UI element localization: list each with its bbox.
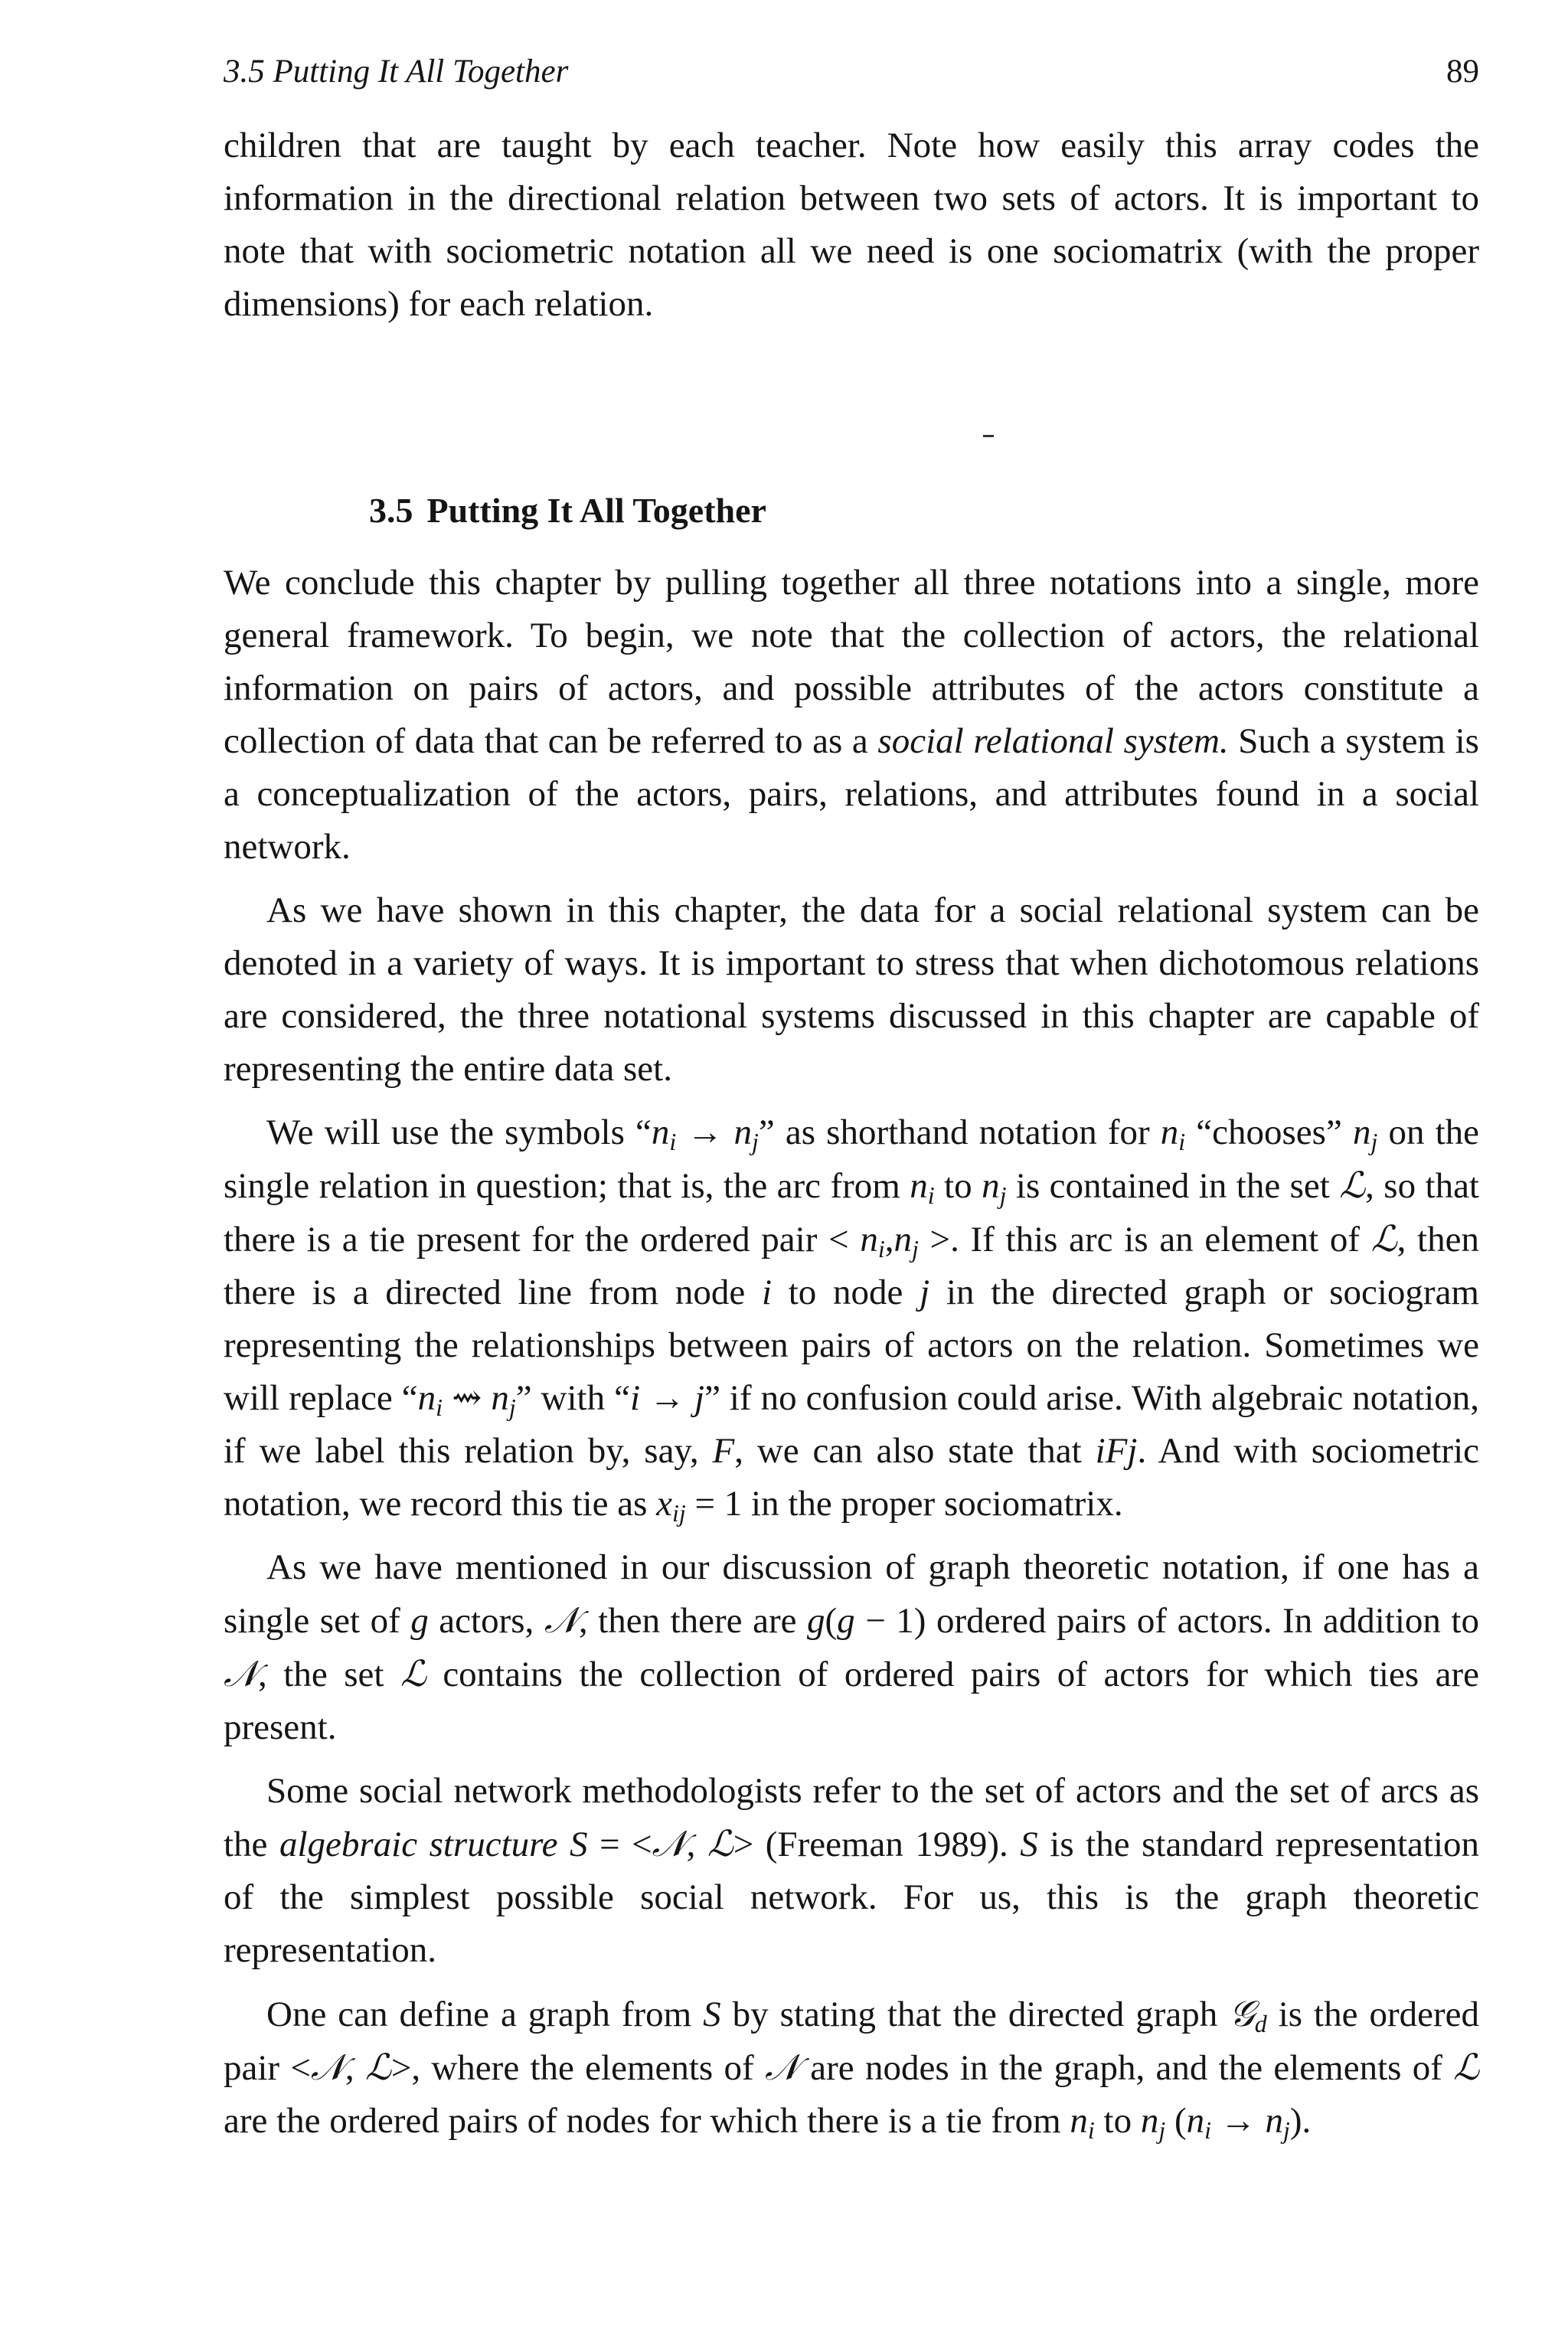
math-n-i: $n_i$ bbox=[651, 1112, 677, 1155]
text-run: We conclude this chapter by pulling together all three notations into a single, more general framework. To begin, we note that the collection of actors, the relational information on pairs of actors, and possible attributes of the actors constitute a collection of data that can be referred to as a bbox=[224, 563, 1479, 761]
text-run: “chooses” bbox=[1185, 1112, 1353, 1152]
math-n-j: $n_j$ bbox=[733, 1112, 759, 1155]
text-run: are the ordered pairs of nodes for which there is a tie from bbox=[224, 2101, 1070, 2141]
text-run: >, where the elements of bbox=[390, 2048, 765, 2088]
text-run: As we have mentioned in our discussion of graph theoretic notation, if one has a single set of bbox=[224, 1547, 1479, 1641]
section-heading bbox=[224, 484, 1479, 537]
text-run: by stating that the directed graph bbox=[720, 1995, 1230, 2034]
text-run: ). bbox=[1289, 2101, 1312, 2141]
text-run: to bbox=[934, 1166, 982, 1206]
math-i: i bbox=[761, 1273, 772, 1312]
text-run: , then there is a directed line from node bbox=[224, 1220, 1479, 1312]
text-run: = < bbox=[587, 1825, 652, 1864]
math-n-i: $n_i$ bbox=[1160, 1112, 1186, 1155]
math-n-j: $n_j$ bbox=[491, 1378, 516, 1421]
text-run: in the directed graph or sociogram representing the relationships between pairs of actors on the relation. Sometimes we will replace “ bbox=[224, 1273, 1479, 1418]
math-S: S bbox=[703, 1995, 721, 2034]
math-n-j: $n_j$ bbox=[893, 1220, 919, 1263]
text-run: , so that there is a tie present for the ordered pair < bbox=[224, 1166, 1479, 1259]
script-L-symbol: ℒ bbox=[1453, 2047, 1480, 2089]
math-j: j bbox=[920, 1273, 930, 1312]
text-run: is contained in the set bbox=[1006, 1166, 1340, 1206]
math-x-ij: $x_{ij}$ bbox=[656, 1484, 686, 1527]
text-run: to node bbox=[772, 1273, 920, 1312]
emphasis-social-relational-system: social relational system. bbox=[877, 721, 1229, 761]
script-N-symbol: 𝒩 bbox=[764, 2047, 799, 2089]
text-run: on the single relation in question; that is, the arc from bbox=[224, 1112, 1480, 1206]
text-run: actors, bbox=[428, 1601, 544, 1641]
paragraph-4 bbox=[224, 1541, 1479, 1754]
paragraph-2: As we have shown in this chapter, the data for a social relational system can be denoted in a variety of ways. It is important to stress that when dichotomous relations are considered, the three notational systems discussed in this chapter are capable of representing the entire data set. bbox=[224, 890, 1479, 1089]
section-title: Putting It All Together bbox=[426, 491, 766, 530]
wavy-arrow-symbol: ⇝ bbox=[442, 1378, 492, 1418]
math-script-G-d: 𝒢$_d$ bbox=[1229, 1993, 1267, 2037]
math-n-i: $n_i$ bbox=[417, 1378, 443, 1421]
math-n-j: $n_j$ bbox=[1352, 1112, 1378, 1155]
section-number: 3.5 bbox=[369, 491, 413, 530]
script-L-symbol: ℒ bbox=[707, 1823, 733, 1865]
page-body bbox=[224, 119, 1479, 2148]
math-n-j: $n_j$ bbox=[1140, 2101, 1166, 2144]
math-n-j: $n_j$ bbox=[1265, 2101, 1290, 2144]
math-n-i: $n_i$ bbox=[1070, 2101, 1095, 2144]
text-run: , the set bbox=[258, 1655, 400, 1694]
text-run: ” as shorthand notation for bbox=[758, 1112, 1161, 1152]
text-run: is the standard representation of the simplest possible social network. For us, this is the graph theoretic representation. bbox=[224, 1825, 1480, 1970]
running-head bbox=[224, 44, 1479, 98]
math-n-j: $n_j$ bbox=[982, 1166, 1007, 1209]
math-g: g bbox=[410, 1601, 429, 1641]
text-run: ( bbox=[1165, 2101, 1187, 2141]
script-L-symbol: ℒ bbox=[400, 1653, 426, 1695]
script-L-symbol: ℒ bbox=[364, 2047, 391, 2089]
math-S: S bbox=[1020, 1825, 1038, 1864]
text-run: − 1) ordered pairs of actors. In addition to bbox=[854, 1601, 1479, 1641]
script-N-symbol: 𝒩 bbox=[544, 1599, 579, 1642]
paragraph-1 bbox=[224, 557, 1479, 874]
text-run: , bbox=[686, 1825, 707, 1864]
emphasis-algebraic-structure: algebraic structure bbox=[279, 1825, 558, 1864]
script-L-symbol: ℒ bbox=[1339, 1165, 1366, 1207]
math-S: S bbox=[557, 1825, 588, 1864]
text-run: ” if no confusion could arise. With algebraic notation, if we label this relation by, say, bbox=[224, 1378, 1479, 1471]
script-N-symbol: 𝒩 bbox=[310, 2047, 345, 2089]
math-F: F bbox=[712, 1431, 735, 1471]
paragraph-6 bbox=[224, 1988, 1479, 2148]
page-number: 89 bbox=[1446, 53, 1479, 90]
text-run: , we can also state that bbox=[734, 1431, 1096, 1471]
arrow-symbol: → bbox=[1211, 2101, 1266, 2141]
text-run: , bbox=[345, 2048, 365, 2088]
math-n-i: $n_i$ bbox=[910, 1166, 935, 1209]
script-N-symbol: 𝒩 bbox=[652, 1823, 687, 1865]
text-run: Some social network methodologists refer to the set of actors and the set of arcs as the bbox=[224, 1771, 1479, 1864]
script-N-symbol: 𝒩 bbox=[224, 1653, 259, 1695]
text-run: > (Freeman 1989). bbox=[733, 1825, 1021, 1864]
carryover-paragraph: children that are taught by each teacher. Note how easily this array codes the information in the directional relation between two sets of actors. It is important to note that with sociometric notation all we need is one sociomatrix (with the proper dimensions) for each relation. bbox=[224, 126, 1479, 324]
math-g: g bbox=[807, 1601, 825, 1641]
arrow-symbol: → bbox=[676, 1112, 734, 1152]
math-n-i: $n_i$ bbox=[1186, 2101, 1212, 2144]
text-run: ( bbox=[825, 1601, 838, 1641]
text-run: contains the collection of ordered pairs of actors for which ties are present. bbox=[224, 1655, 1480, 1747]
text-run: is the ordered pair < bbox=[224, 1995, 1479, 2088]
running-head-title: 3.5 Putting It All Together bbox=[224, 53, 569, 90]
text-run: = 1 in the proper sociomatrix. bbox=[685, 1484, 1123, 1524]
text-run: ” with “ bbox=[515, 1378, 630, 1418]
text-run: We will use the symbols “ bbox=[266, 1112, 652, 1152]
math-j: j bbox=[694, 1378, 705, 1418]
text-run: to bbox=[1094, 2101, 1141, 2141]
text-run: Such a system is a conceptualization of the actors, pairs, relations, and attributes found in a social network. bbox=[224, 721, 1479, 867]
script-L-symbol: ℒ bbox=[1370, 1218, 1397, 1260]
math-g: g bbox=[837, 1601, 855, 1641]
text-run: >. If this arc is an element of bbox=[918, 1220, 1371, 1259]
text-run: are nodes in the graph, and the elements of bbox=[799, 2048, 1454, 2088]
text-run: . And with sociometric notation, we record this tie as bbox=[224, 1431, 1479, 1524]
paragraph-5 bbox=[224, 1765, 1479, 1977]
math-i: i bbox=[629, 1378, 641, 1418]
text-run: , then there are bbox=[578, 1601, 808, 1641]
math-n-i: $n_i$ bbox=[860, 1220, 885, 1263]
text-run: One can define a graph from bbox=[266, 1995, 704, 2034]
arrow-symbol: → bbox=[640, 1378, 694, 1418]
paragraph-3: We will use the symbols “$n_i \to n_j$” as shorthand notation for $n_i$ “chooses” $n_j$ on the single relation in question; that is, the arc from $n_i$ to $n_j$ is contained in the set ℒ, so that there is a tie present for the ordered pair < $n_i,n_j$ >. If this arc is an element of ℒ, then there is a directed line from node i to node j in the directed graph or sociogram representing the relationships between pairs of actors on the relation. Sometimes we will replace “$n_i$ ⇝ $n_j$” with “i → j” if no confusion could arise. With algebraic notation, if we label this relation by, say, F, we can also state that iFj. And with sociometric notation, we record this tie as $x_{ij} = 1$ in the proper sociomatrix. bbox=[224, 1112, 1480, 1527]
math-iFj: iFj bbox=[1095, 1431, 1138, 1471]
